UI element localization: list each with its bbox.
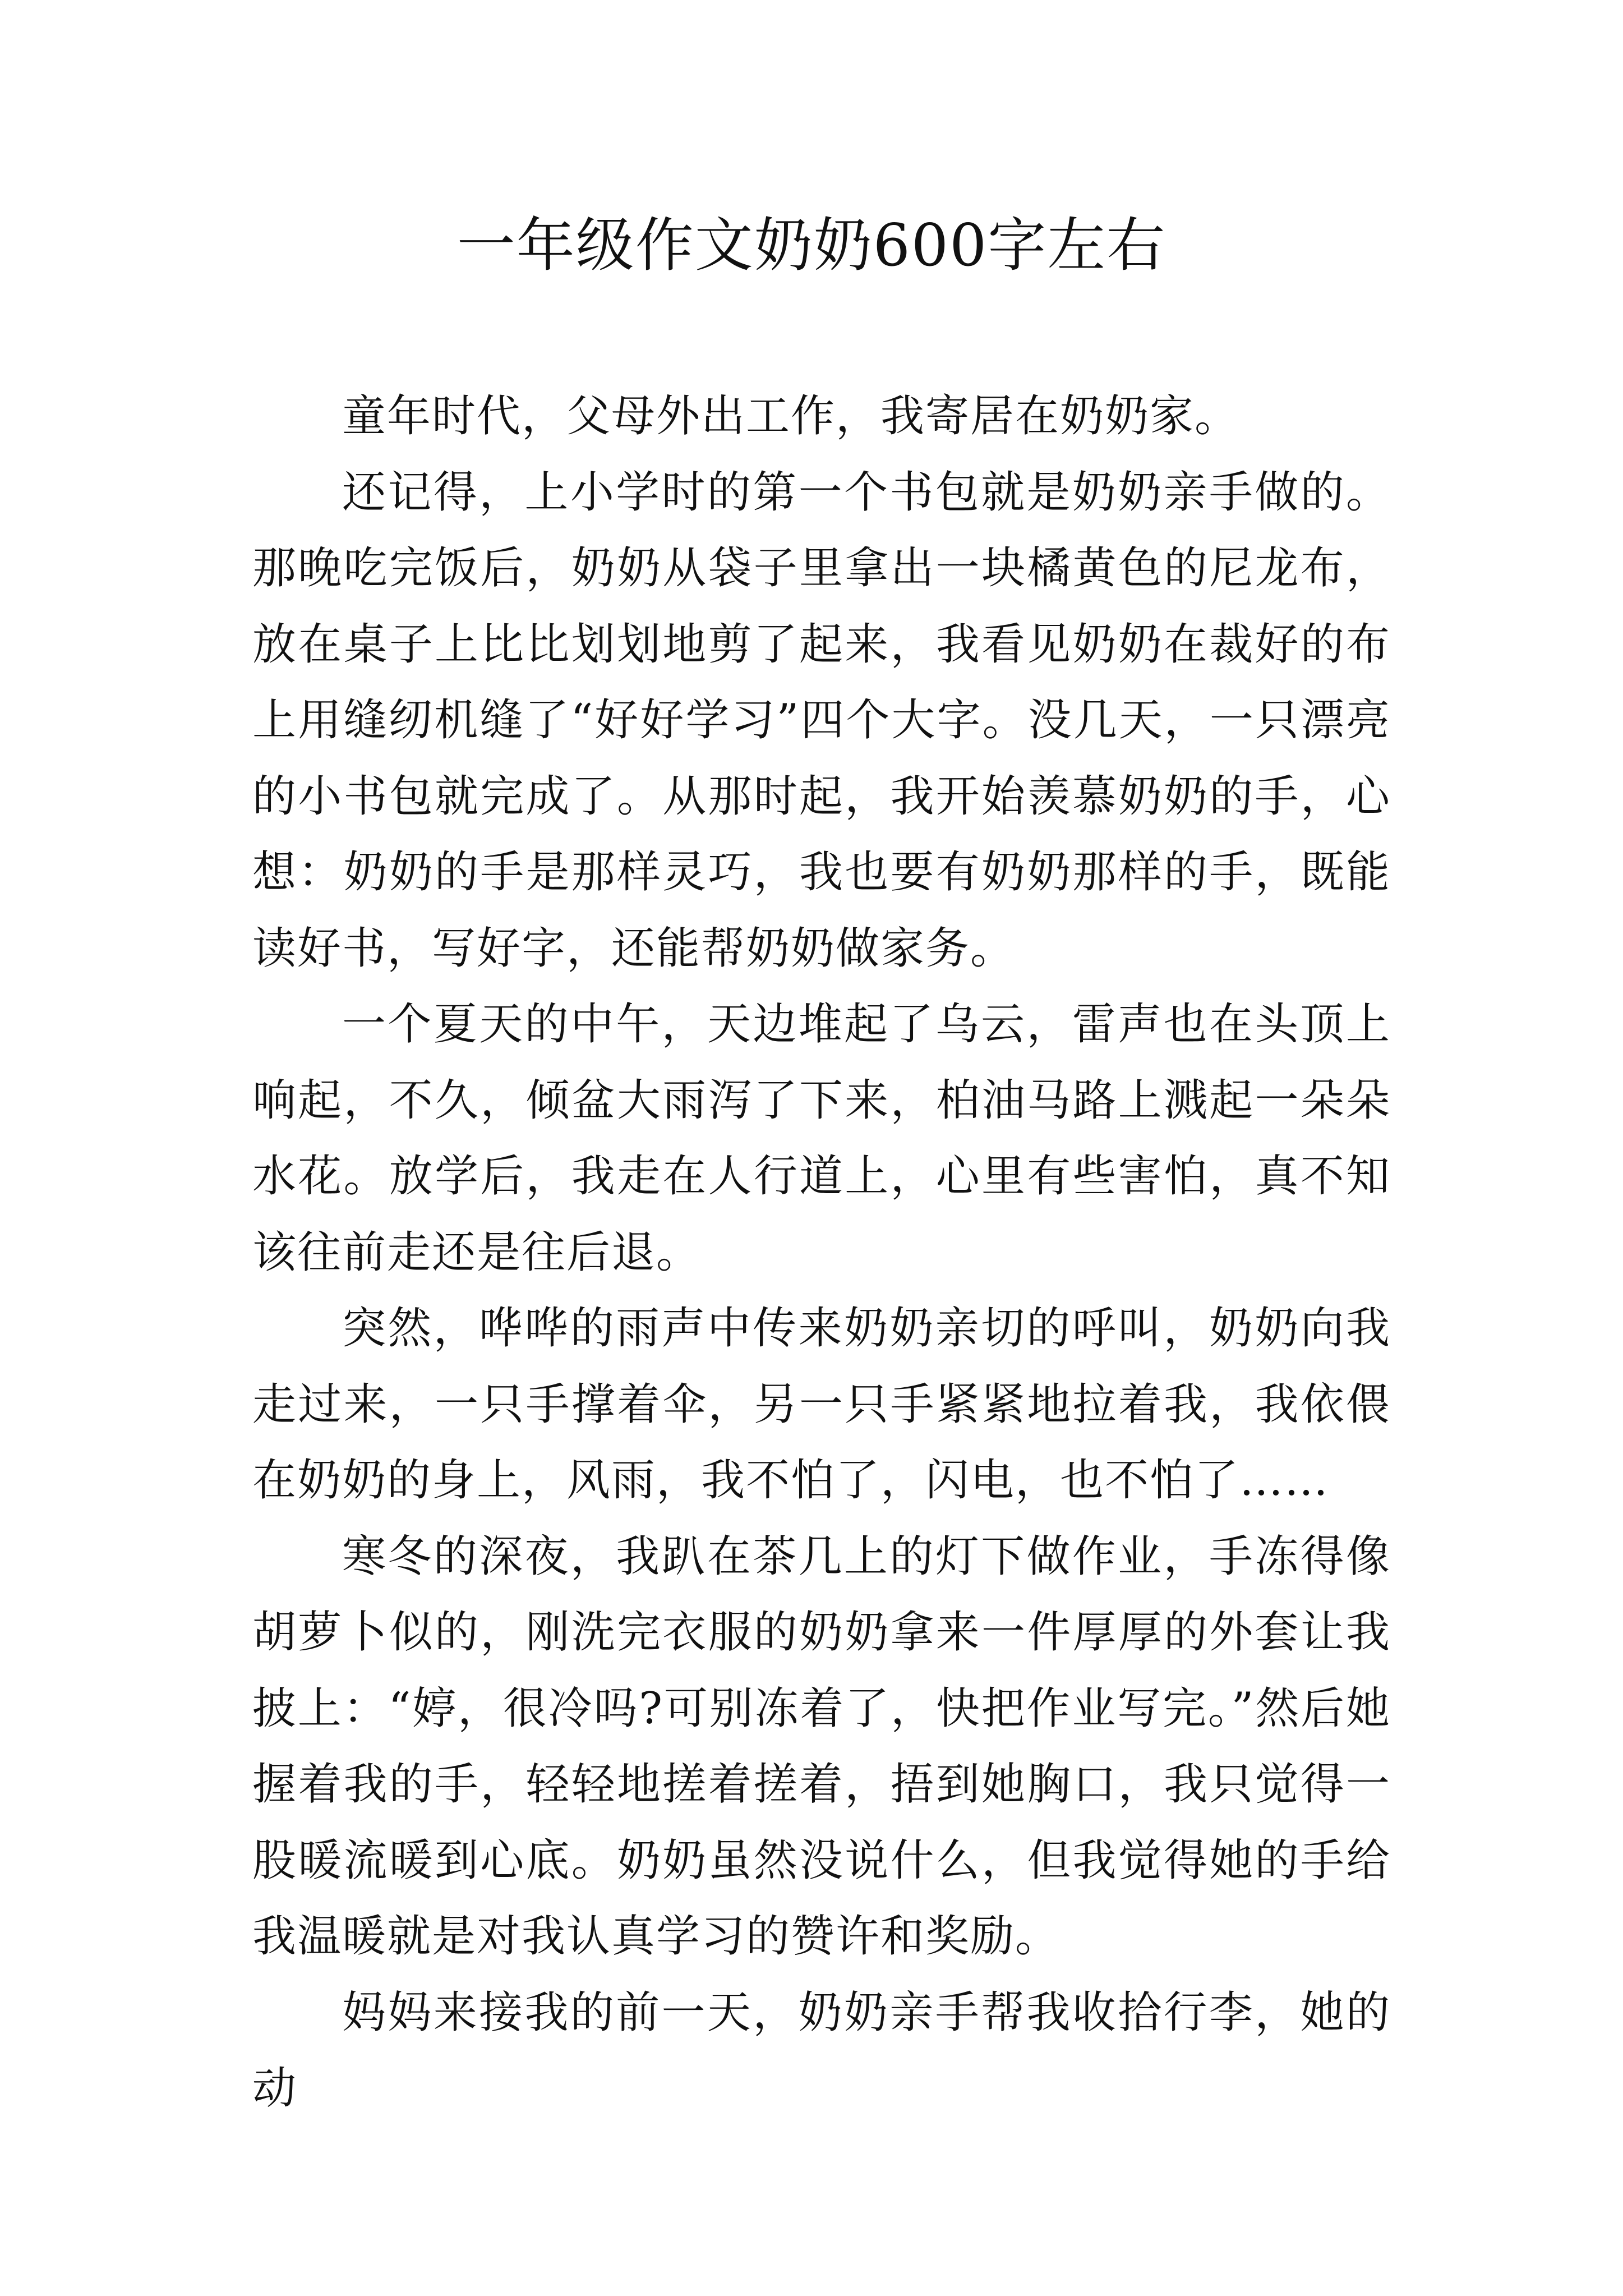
paragraph: 一个夏天的中午，天边堆起了乌云，雷声也在头顶上响起，不久，倾盆大雨泻了下来，柏油马路上溅起一朵朵水花。放学后，我走在人行道上，心里有些害怕，真不知该往前走还是往后退。 [252,999,1391,1278]
document-body [252,379,1391,2127]
paragraph: 寒冬的深夜，我趴在茶几上的灯下做作业，手冻得像胡萝卜似的，刚洗完衣服的奶奶拿来一件厚厚的外套让我披上：“婷，很冷吗?可别冻着了，快把作业写完。”然后她握着我的手，轻轻地搓着搓着，捂到她胸口，我只觉得一股暖流暖到心底。奶奶虽然没说什么，但我觉得她的手给我温暖就是对我认真学习的赞许和奖励。 [252,1531,1391,1962]
paragraph: 突然，哗哗的雨声中传来奶奶亲切的呼叫，奶奶向我走过来，一只手撑着伞，另一只手紧紧地拉着我，我依偎在奶奶的身上，风雨，我不怕了，闪电，也不怕了…… [252,1303,1391,1506]
paragraph: 妈妈来接我的前一天，奶奶亲手帮我收拾行李，她的动 [252,1987,1391,2114]
document-title: 一年级作文奶奶600字左右 [457,211,1166,279]
paragraph: 还记得，上小学时的第一个书包就是奶奶亲手做的。那晚吃完饭后，奶奶从袋子里拿出一块橘黄色的尼龙布，放在桌子上比比划划地剪了起来，我看见奶奶在裁好的布上用缝纫机缝了“好好学习”四个大字。没几天，一只漂亮的小书包就完成了。从那时起，我开始羡慕奶奶的手，心想：奶奶的手是那样灵巧，我也要有奶奶那样的手，既能读好书，写好字，还能帮奶奶做家务。 [252,467,1391,974]
paragraph: 童年时代，父母外出工作，我寄居在奶奶家。 [342,391,1240,441]
